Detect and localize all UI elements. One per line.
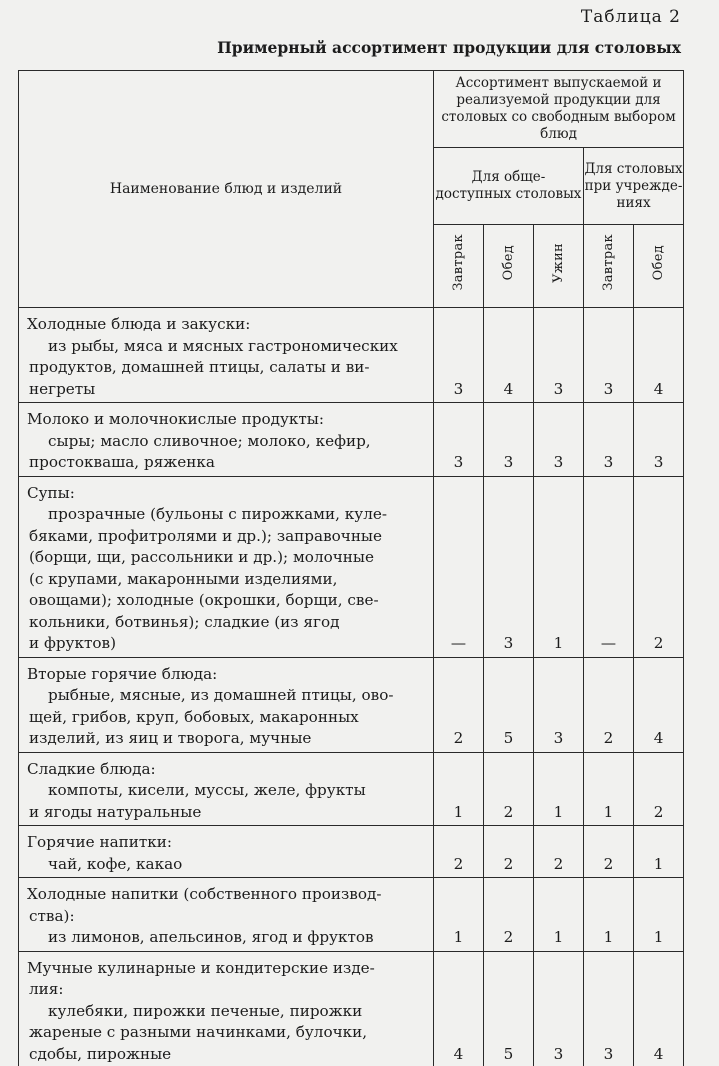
category-title: Холодные напитки (собственного производ- xyxy=(27,885,382,903)
row-category-cell xyxy=(19,657,434,752)
value-cell: 1 xyxy=(584,752,634,826)
table-caption: Таблица 2 xyxy=(580,7,681,27)
value-cell: 5 xyxy=(484,657,534,752)
category-items-line: негреты xyxy=(29,379,96,398)
value-cell: 3 xyxy=(484,476,534,657)
category-title: Холодные блюда и закуски: xyxy=(27,315,251,333)
row-category-cell xyxy=(19,403,434,477)
value-cell: 2 xyxy=(484,826,534,878)
value-cell: 1 xyxy=(534,878,584,952)
value-cell: 1 xyxy=(634,826,684,878)
category-items-line: простокваша, ряженка xyxy=(29,453,215,471)
value-cell: 1 xyxy=(584,878,634,952)
row-category-cell xyxy=(19,826,434,878)
category-items-line: компоты, кисели, муссы, желе, фрукты xyxy=(48,781,366,799)
category-title: Горячие напитки: xyxy=(27,833,173,851)
value-cell: 1 xyxy=(634,878,684,952)
category-items-line: сдобы, пирожные xyxy=(29,1044,172,1063)
category-items-line: кольники, ботвинья); сладкие (из ягод xyxy=(29,612,340,631)
row-category-cell xyxy=(19,476,434,657)
value-cell: 2 xyxy=(584,826,634,878)
value-cell: 3 xyxy=(534,951,584,1066)
category-title: Супы: xyxy=(27,483,75,502)
category-items-line: продуктов, домашней птицы, салаты и ви- xyxy=(29,358,370,376)
value-cell: 4 xyxy=(434,951,484,1066)
header-public-canteens: Для обще-доступных столовых xyxy=(434,148,584,225)
category-items-line: прозрачные (бульоны с пирожками, куле- xyxy=(48,505,387,523)
value-cell: — xyxy=(434,476,484,657)
category-items-line: сыры; масло сливочное; молоко, кефир, xyxy=(48,431,371,450)
value-cell: 1 xyxy=(534,476,584,657)
category-items-line: изделий, из яиц и творога, мучные xyxy=(29,729,312,747)
category-items-line: (борщи, щи, рассольники и др.); молочные xyxy=(29,548,374,566)
value-cell: 3 xyxy=(434,403,484,477)
category-items-line: и ягоды натуральные xyxy=(29,802,202,821)
value-cell: 1 xyxy=(434,752,484,826)
category-items-line: кулебяки, пирожки печеные, пирожки xyxy=(48,1001,363,1020)
value-cell: 3 xyxy=(634,403,684,477)
category-title: Сладкие блюда: xyxy=(27,759,156,778)
category-title: Вторые горячие блюда: xyxy=(27,664,218,683)
value-cell: 3 xyxy=(584,308,634,403)
category-items-line: овощами); холодные (окрошки, борщи, све- xyxy=(29,591,379,609)
table-title: Примерный ассортимент продукции для столовых xyxy=(217,38,681,57)
category-items-line: жареные с разными начинками, булочки, xyxy=(29,1023,368,1041)
table-row xyxy=(19,878,684,952)
value-cell: 2 xyxy=(634,476,684,657)
row-category-cell xyxy=(19,878,434,952)
value-cell: 2 xyxy=(634,752,684,826)
category-items-line: рыбные, мясные, из домашней птицы, ово- xyxy=(48,686,394,704)
table-row xyxy=(19,403,684,477)
row-category-cell xyxy=(19,752,434,826)
category-title: Молоко и молочнокислые продукты: xyxy=(27,410,325,428)
table-row xyxy=(19,476,684,657)
value-cell: 3 xyxy=(434,308,484,403)
value-cell: 2 xyxy=(534,826,584,878)
table-row xyxy=(19,308,684,403)
table-body xyxy=(19,308,684,1066)
header-meal-breakfast-1: Завтрак xyxy=(434,225,484,308)
value-cell: 5 xyxy=(484,951,534,1066)
table-row xyxy=(19,826,684,878)
table-row xyxy=(19,951,684,1066)
category-title: Мучные кулинарные и кондитерские изде- xyxy=(27,958,375,977)
value-cell: 3 xyxy=(484,403,534,477)
table-row xyxy=(19,752,684,826)
assortment-table xyxy=(18,70,684,1066)
value-cell: 3 xyxy=(584,951,634,1066)
value-cell: 3 xyxy=(534,403,584,477)
header-meal-dinner-1: Ужин xyxy=(534,225,584,308)
value-cell: 4 xyxy=(634,951,684,1066)
category-items-line: щей, грибов, круп, бобовых, макаронных xyxy=(29,707,359,726)
header-assortment-group: Ассортимент выпускаемой и реализуемой продукции для столовых со свободным выбором блюд xyxy=(434,71,684,148)
value-cell: 2 xyxy=(484,752,534,826)
value-cell: 2 xyxy=(484,878,534,952)
value-cell: 1 xyxy=(434,878,484,952)
value-cell: 2 xyxy=(434,826,484,878)
category-items-line: (с крупами, макаронными изделиями, xyxy=(29,569,338,588)
value-cell: 3 xyxy=(534,657,584,752)
header-institution-canteens: Для столовых при учрежде-ниях xyxy=(584,148,684,225)
value-cell: 4 xyxy=(634,308,684,403)
value-cell: 3 xyxy=(584,403,634,477)
header-meal-lunch-2: Обед xyxy=(634,225,684,308)
header-name-column: Наименование блюд и изделий xyxy=(19,71,434,308)
value-cell: 2 xyxy=(584,657,634,752)
category-items-line: и фруктов) xyxy=(29,634,117,652)
row-category-cell xyxy=(19,951,434,1066)
category-items-line: бяками, профитролями и др.); заправочные xyxy=(29,526,383,545)
header-meal-lunch-1: Обед xyxy=(484,225,534,308)
value-cell: 3 xyxy=(534,308,584,403)
table-row xyxy=(19,657,684,752)
value-cell: — xyxy=(584,476,634,657)
value-cell: 4 xyxy=(484,308,534,403)
header-meal-breakfast-2: Завтрак xyxy=(584,225,634,308)
category-title-continued: ства): xyxy=(29,906,75,925)
category-items-line: из лимонов, апельсинов, ягод и фруктов xyxy=(48,928,374,946)
category-items-line: из рыбы, мяса и мясных гастрономических xyxy=(48,336,398,355)
value-cell: 2 xyxy=(434,657,484,752)
category-items-line: чай, кофе, какао xyxy=(48,854,183,873)
value-cell: 1 xyxy=(534,752,584,826)
category-title-continued: лия: xyxy=(29,980,64,998)
row-category-cell xyxy=(19,308,434,403)
value-cell: 4 xyxy=(634,657,684,752)
